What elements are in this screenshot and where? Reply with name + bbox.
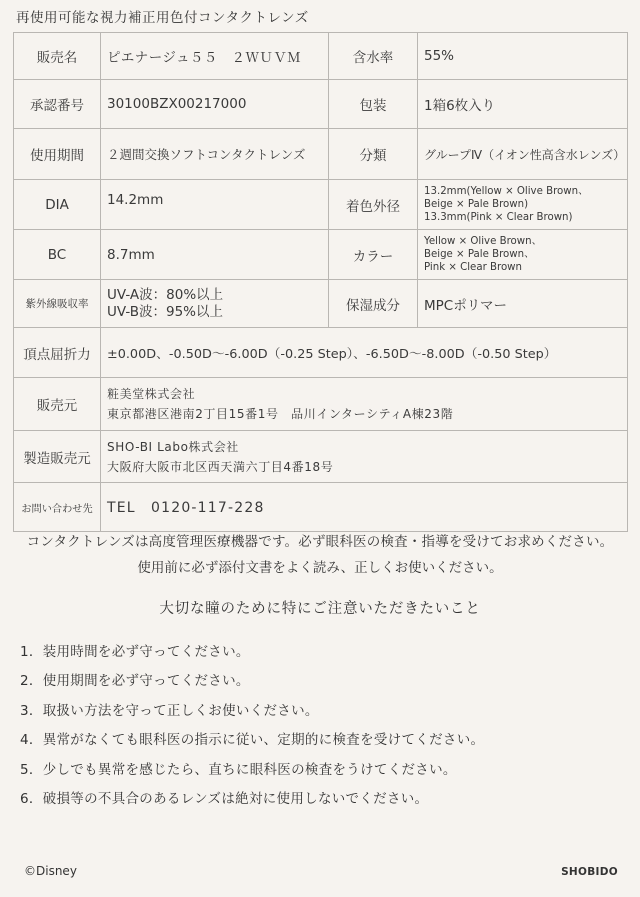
value-classification: グループⅣ（イオン性高含水レンズ） — [418, 129, 628, 180]
value-product-name: ピエナージュ５５ ２ＷＵＶＭ — [101, 33, 329, 80]
label-bc: BC — [14, 230, 101, 280]
label-dia: DIA — [14, 180, 101, 230]
label-uv-absorption: 紫外線吸収率 — [14, 280, 101, 328]
value-water-content: 55% — [418, 33, 628, 80]
spec-table — [13, 32, 628, 532]
document-heading: 再使用可能な視力補正用色付コンタクトレンズ — [16, 10, 309, 26]
value-approval-number: 30100BZX00217000 — [101, 80, 329, 129]
brand-logo-shobido: SHOBIDO — [561, 866, 618, 878]
notice-read-document: 使用前に必ず添付文書をよく読み、正しくお使いください。 — [137, 560, 503, 576]
list-item: 6．破損等の不具合のあるレンズは絶対に使用しないでください。 — [20, 790, 429, 807]
table-row — [14, 129, 628, 180]
color-line: Beige × Pale Brown、 — [424, 249, 535, 260]
value-contact-phone: TEL 0120-117-228 — [101, 483, 628, 532]
color-line: Pink × Clear Brown — [424, 262, 522, 273]
value-bc: 8.7mm — [101, 230, 329, 280]
list-item: 2．使用期間を必ず守ってください。 — [20, 673, 250, 690]
uv-b-line: UV-B波：95%以上 — [107, 303, 223, 320]
caution-title: 大切な瞳のために特にご注意いただきたいこと — [159, 601, 481, 617]
table-row — [14, 431, 628, 483]
color-line: Yellow × Olive Brown、 — [424, 236, 542, 247]
colored-diameter-line: 13.3mm(Pink × Clear Brown) — [424, 212, 573, 223]
label-water-content: 含水率 — [329, 33, 418, 80]
colored-diameter-line: 13.2mm(Yellow × Olive Brown、 — [424, 186, 589, 197]
label-product-name: 販売名 — [14, 33, 101, 80]
label-color: カラー — [329, 230, 418, 280]
label-vertex-power: 頂点屈折力 — [14, 328, 101, 378]
value-dia: 14.2mm — [101, 180, 329, 230]
manufacturer-address: 大阪府大阪市北区西天満六丁目4番18号 — [107, 459, 334, 474]
label-contact: お問い合わせ先 — [14, 483, 101, 532]
value-usage-period: ２週間交換ソフトコンタクトレンズ — [101, 129, 329, 180]
value-colored-diameter — [418, 180, 628, 230]
label-classification: 分類 — [329, 129, 418, 180]
table-row — [14, 33, 628, 80]
copyright-disney: ©Disney — [24, 864, 77, 878]
value-color — [418, 230, 628, 280]
table-row — [14, 328, 628, 378]
value-moisturizer: MPCポリマー — [418, 280, 628, 328]
label-distributor: 販売元 — [14, 378, 101, 431]
manufacturer-name: SHO-BI Labo株式会社 — [107, 439, 239, 454]
label-package: 包装 — [329, 80, 418, 129]
distributor-address: 東京都港区港南2丁目15番1号 品川インターシティA棟23階 — [107, 407, 454, 421]
table-row — [14, 378, 628, 431]
list-item: 3．取扱い方法を守って正しくお使いください。 — [20, 702, 319, 719]
label-moisturizer: 保湿成分 — [329, 280, 418, 328]
table-row — [14, 483, 628, 532]
label-approval-number: 承認番号 — [14, 80, 101, 129]
colored-diameter-line: Beige × Pale Brown) — [424, 199, 529, 210]
list-item: 4．異常がなくても眼科医の指示に従い、定期的に検査を受けてください。 — [20, 732, 485, 749]
caution-list — [20, 642, 484, 818]
uv-a-line: UV-A波：80%以上 — [107, 286, 224, 303]
table-row — [14, 230, 628, 280]
label-colored-diameter: 着色外径 — [329, 180, 418, 230]
value-uv-absorption — [101, 280, 329, 328]
value-package: 1箱6枚入り — [418, 80, 628, 129]
distributor-name: 粧美堂株式会社 — [107, 387, 196, 401]
value-vertex-power: ±0.00D、-0.50D～-6.00D（-0.25 Step）、-6.50D～-8.00D（-0.50 Step） — [101, 328, 628, 378]
value-distributor — [101, 378, 628, 431]
label-manufacturer: 製造販売元 — [14, 431, 101, 483]
list-item: 5．少しでも異常を感じたら、直ちに眼科医の検査をうけてください。 — [20, 761, 457, 778]
list-item: 1．装用時間を必ず守ってください。 — [20, 644, 250, 660]
value-manufacturer — [101, 431, 628, 483]
table-row — [14, 180, 628, 230]
label-usage-period: 使用期間 — [14, 129, 101, 180]
notice-medical-device: コンタクトレンズは高度管理医療機器です。必ず眼科医の検査・指導を受けてお求めください。 — [26, 534, 614, 550]
table-row — [14, 280, 628, 328]
table-row — [14, 80, 628, 129]
